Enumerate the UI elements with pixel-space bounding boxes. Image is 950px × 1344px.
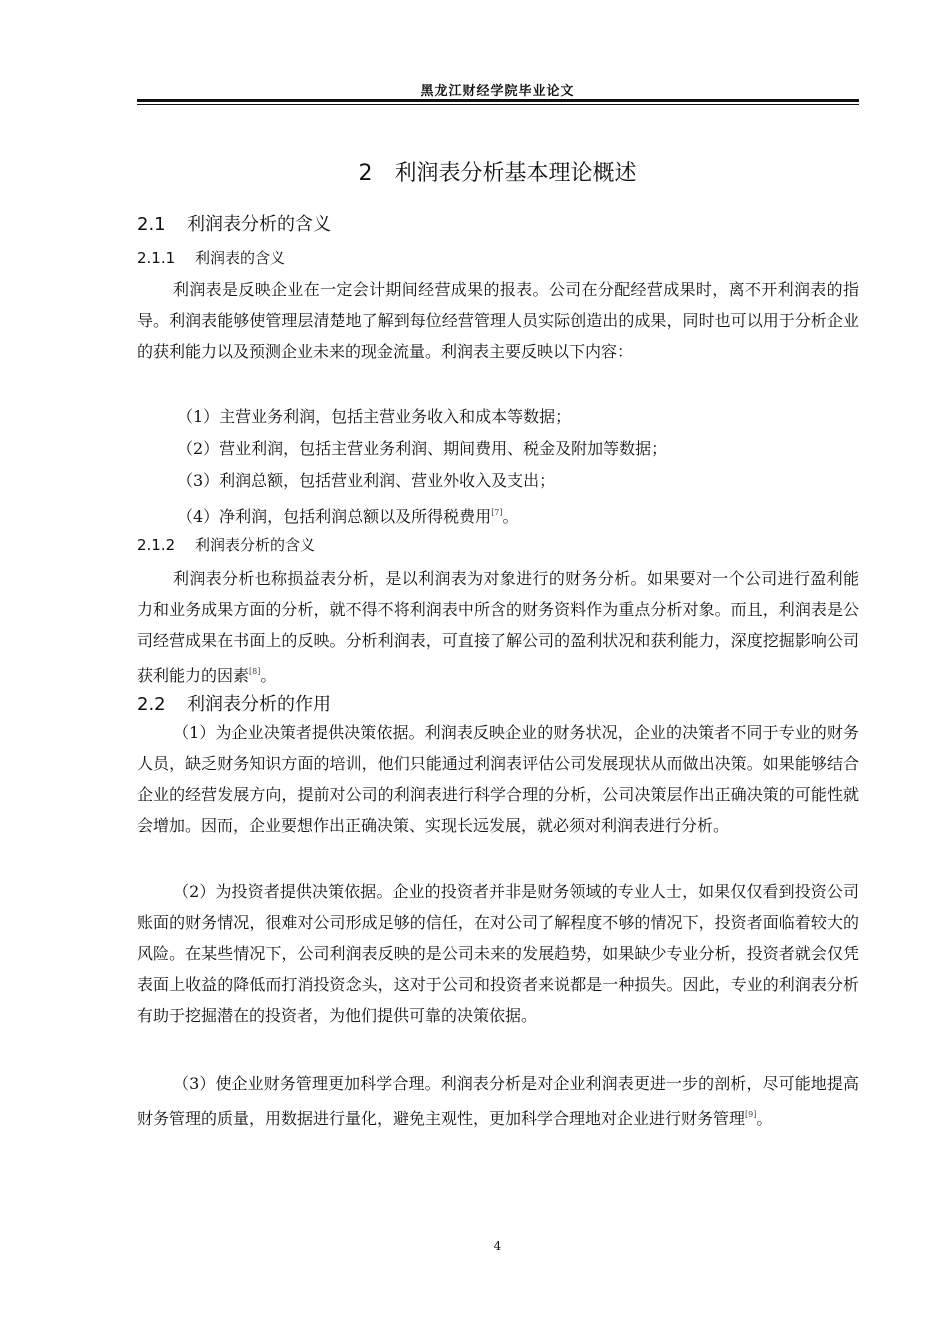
running-header-title: 黑龙江财经学院毕业论文 [420,84,575,99]
citation-ref: [8] [249,667,261,676]
paragraph-text: （3）使企业财务管理更加科学合理。利润表分析是对企业利润表更进一步的剖析，尽可能地提高财务管理的质量，用数据进行量化，避免主观性，更加科学合理地对企业进行财务管理 [137,1074,859,1128]
section-title: 利润表分析的含义 [187,214,331,235]
chapter-heading [137,156,858,187]
subsection-title: 利润表的含义 [195,249,286,267]
chapter-title: 利润表分析基本理论概述 [394,161,637,186]
paragraph-role-management [137,1068,859,1134]
citation-ref: [7] [491,508,503,517]
header-rule-thick [137,99,859,102]
page-number: 4 [493,1239,502,1253]
paragraph-analysis-definition [137,563,859,691]
paragraph-role-decision-makers: （1）为企业决策者提供决策依据。利润表反映企业的财务状况，企业的决策者不同于专业的财务人员，缺乏财务知识方面的培训，他们只能通过利润表评估公司发展现状从而做出决策。如果能够结合企业的经营发展方向，提前对公司的利润表进行科学合理的分析，公司决策层作出正确决策的可能性就会增加。因而，企业要想作出正确决策、实现长远发展，就必须对利润表进行分析。 [137,723,859,835]
subsection-title: 利润表分析的含义 [195,536,316,554]
list-item-4-text: （4）净利润，包括利润总额以及所得税费用 [177,507,492,526]
section-number: 2.1 [137,214,166,235]
paragraph-end: 。 [756,1109,773,1128]
citation-ref: [9] [745,1110,757,1119]
section-number: 2.2 [137,694,166,715]
subsection-heading-2-1-1 [137,247,285,268]
list-item-1: （1）主营业务利润，包括主营业务收入和成本等数据； [177,407,572,426]
list-item-2: （2）营业利润，包括主营业务利润、期间费用、税金及附加等数据； [177,439,668,458]
section-title: 利润表分析的作用 [187,694,331,715]
section-heading-2-2 [137,690,331,716]
paragraph-income-statement-definition: 利润表是反映企业在一定会计期间经营成果的报表。公司在分配经营成果时，离不开利润表的指导。利润表能够使管理层清楚地了解到每位经营管理人员实际创造出的成果，同时也可以用于分析企业的获利能力以及预测企业未来的现金流量。利润表主要反映以下内容： [137,280,859,361]
header-rule-thin [137,104,859,105]
list-item-3: （3）利润总额，包括营业利润、营业外收入及支出； [177,471,556,490]
paragraph-text: 利润表分析也称损益表分析，是以利润表为对象进行的财务分析。如果要对一个公司进行盈利能力和业务成果方面的分析，就不得不将利润表中所含的财务资料作为重点分析对象。而且，利润表是公司经营成果在书面上的反映。分析利润表，可直接了解公司的盈利状况和获利能力，深度挖掘影响公司获利能力的因素 [137,569,859,685]
subsection-number: 2.1.2 [137,536,176,554]
subsection-heading-2-1-2 [137,534,315,555]
list-item-4-end: 。 [502,507,519,526]
chapter-number: 2 [358,161,373,186]
paragraph-role-investors: （2）为投资者提供决策依据。企业的投资者并非是财务领域的专业人士，如果仅仅看到投资公司账面的财务情况，很难对公司形成足够的信任，在对公司了解程度不够的情况下，投资者面临着较大的风险。在某些情况下，公司利润表反映的是公司未来的发展趋势，如果缺少专业分析，投资者就会仅凭表面上收益的降低而打消投资念头，这对于公司和投资者来说都是一种损失。因此，专业的利润表分析有助于挖掘潜在的投资者，为他们提供可靠的决策依据。 [137,882,859,1025]
section-heading-2-1 [137,210,331,236]
subsection-number: 2.1.1 [137,249,176,267]
paragraph-end: 。 [260,666,277,685]
list-item-4 [177,497,857,532]
